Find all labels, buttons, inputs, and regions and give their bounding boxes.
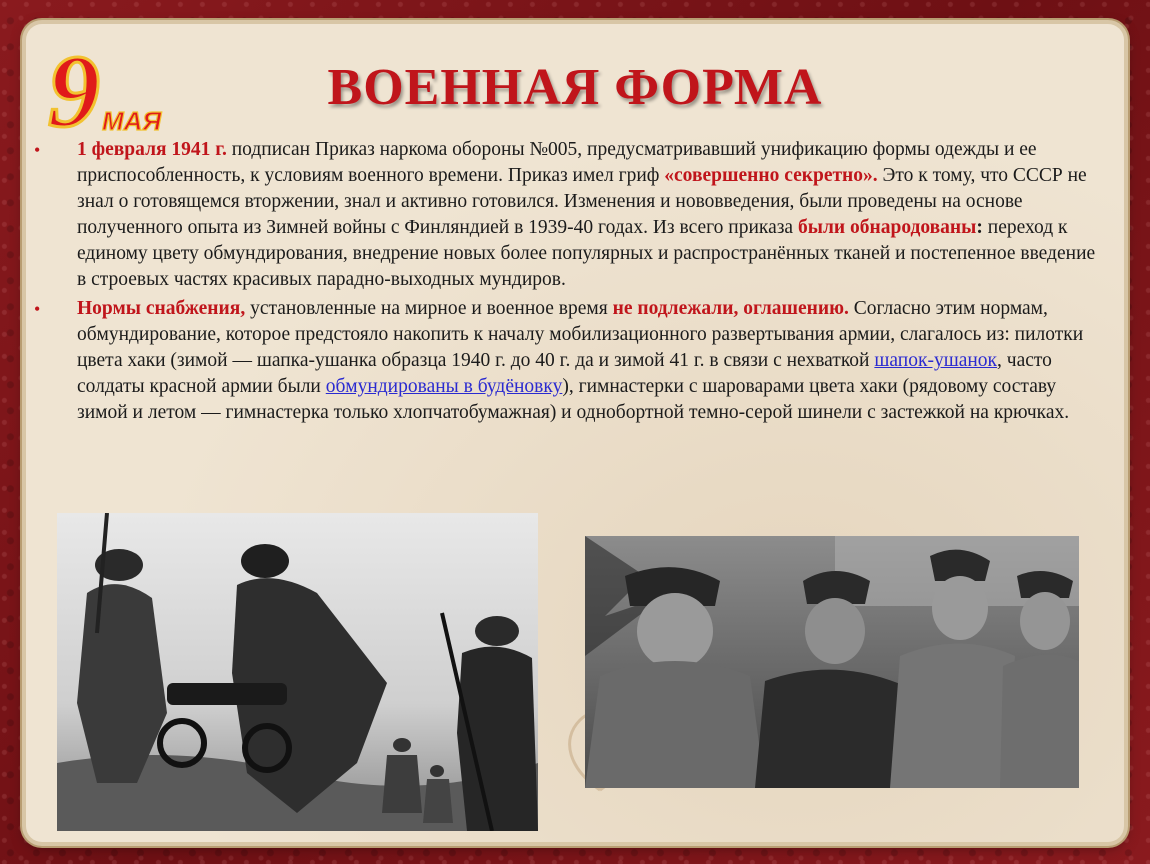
paragraph-text: ), гимнастерки с шароварами цвета хаки (рядовому составу зимой и летом — гимнастерка только хлопчатобумажная) и однобортной темно-серой шинели с застежкой на крючках. <box>77 376 1070 423</box>
colon: : <box>976 217 983 238</box>
slide-content <box>34 137 1108 429</box>
paragraph-text: Согласно этим нормам, обмундирование, которое предстояло накопить к началу мобилизационного развертывания армии, слагалось из: пилотки цвета хаки (зимой — шапка-ушанка образца 1940 г. до 40 г. да и зимой 41 г. в связи с нехваткой <box>77 298 1084 371</box>
date-highlight: 1 февраля 1941 г. <box>77 139 227 160</box>
link-budenovka[interactable]: обмундированы в будёновку <box>325 376 563 397</box>
soldiers-machine-gun-photo <box>57 513 538 831</box>
link-shapki-ushanki[interactable]: шапок-ушанок <box>874 350 998 371</box>
not-disclosed-highlight: не подлежали, оглашению. <box>612 298 849 319</box>
paragraph-text: , часто солдаты красной армии были <box>77 350 1052 397</box>
page-title: ВОЕННАЯ ФОРМА <box>327 59 823 116</box>
bullet-paragraph-2 <box>34 296 1108 426</box>
paragraph-text: Это к тому, что СССР не знал о готовящемся вторжении, знал и активно готовился. Изменения и нововведения, были проведены на основе полученного опыта из Зимней войны с Финляндией в 1939-40 годах. Из всего приказа <box>77 165 1087 238</box>
logo-word: МАЯ <box>102 106 162 136</box>
paragraph-text: подписан Приказ наркома обороны №005, предусматривавший унификацию формы одежды и ее приспособленность, к условиям военного времени. Приказ имел гриф <box>77 139 1037 186</box>
paragraph-text: переход к единому цвету обмундирования, внедрение новых более популярных и распространённых тканей и постепенное введение в строевых частях красивых парадно-выходных мундиров. <box>77 217 1096 290</box>
soldiers-in-caps-photo <box>585 536 1079 788</box>
bullet-marker: • <box>34 140 41 160</box>
logo-number: 9 <box>48 36 100 140</box>
bullet-paragraph-1 <box>34 137 1108 293</box>
norms-highlight: Нормы снабжения, <box>77 298 246 319</box>
bullet-marker: • <box>34 299 41 319</box>
paragraph-text: установленные на мирное и военное время <box>245 298 613 319</box>
published-highlight: были обнародованы <box>797 217 977 238</box>
secret-highlight: «совершенно секретно». <box>664 165 878 186</box>
